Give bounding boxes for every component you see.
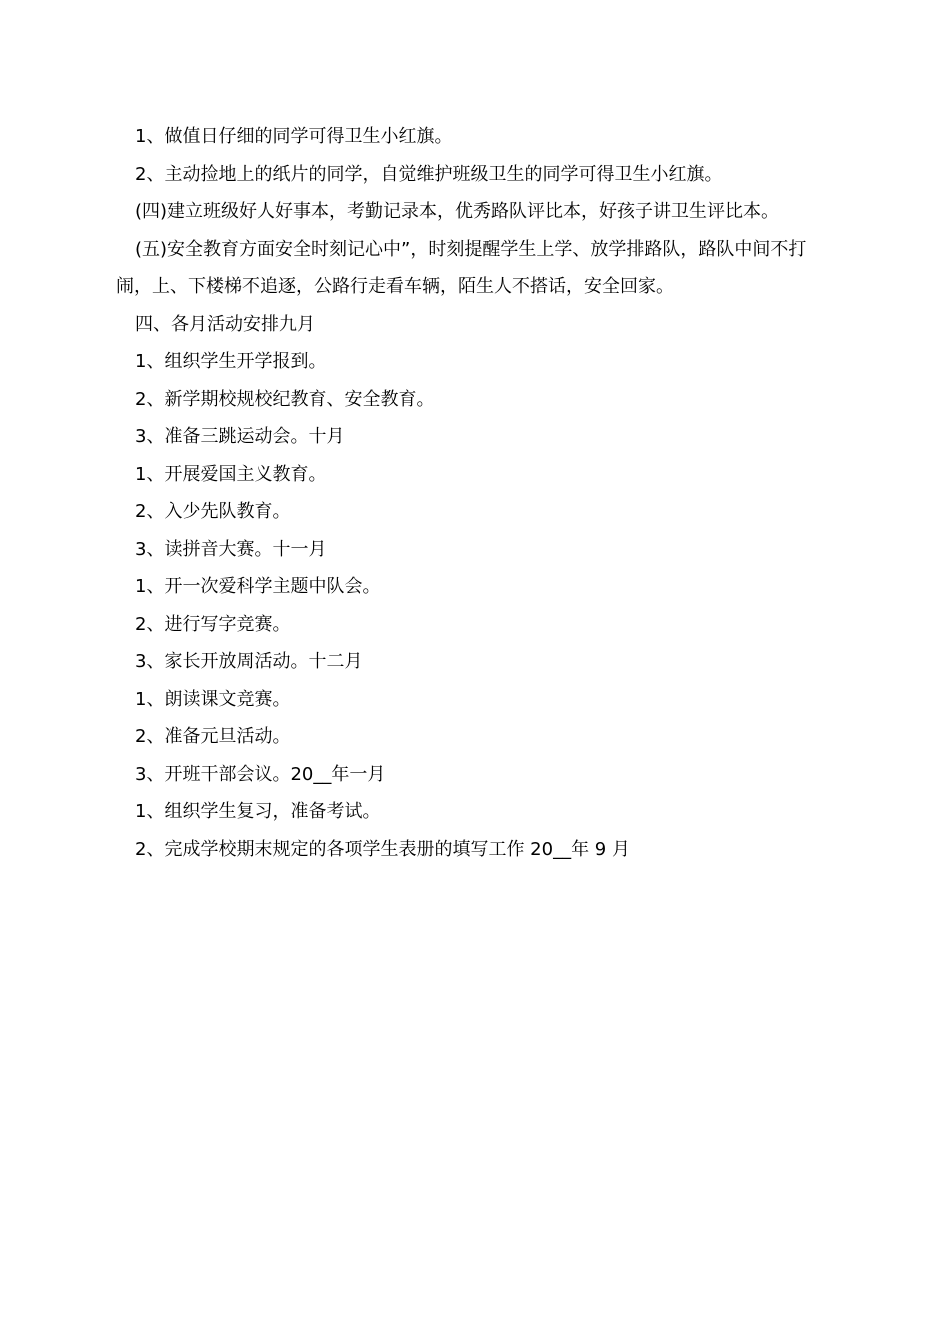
paragraph-13: 2、进行写字竞赛。 bbox=[135, 613, 291, 635]
paragraph-11: 3、读拼音大赛。十一月 bbox=[135, 538, 327, 560]
paragraph-15: 1、朗读课文竞赛。 bbox=[135, 688, 291, 710]
document-body bbox=[116, 118, 836, 868]
paragraph-1: 1、做值日仔细的同学可得卫生小红旗。 bbox=[135, 126, 453, 147]
paragraph-16: 2、准备元旦活动。 bbox=[135, 726, 291, 747]
paragraph-8: 3、准备三跳运动会。十月 bbox=[135, 426, 345, 447]
paragraph-9: 1、开展爱国主义教育。 bbox=[135, 463, 327, 485]
paragraph-7: 2、新学期校规校纪教育、安全教育。 bbox=[135, 388, 435, 410]
paragraph-2: 2、主动捡地上的纸片的同学，自觉维护班级卫生的同学可得卫生小红旗。 bbox=[135, 163, 723, 185]
paragraph-10: 2、入少先队教育。 bbox=[135, 501, 291, 522]
paragraph-18: 1、组织学生复习，准备考试。 bbox=[135, 801, 381, 822]
paragraph-6: 1、组织学生开学报到。 bbox=[135, 351, 327, 372]
paragraph-19: 2、完成学校期末规定的各项学生表册的填写工作 20__年 9 月 bbox=[135, 838, 630, 860]
paragraph-12: 1、开一次爱科学主题中队会。 bbox=[135, 576, 381, 597]
paragraph-4: (五)安全教育方面安全时刻记心中”，时刻提醒学生上学、放学排路队，路队中间不打闹，上、下楼梯不追逐，公路行走看车辆，陌生人不搭话，安全回家。 bbox=[116, 238, 807, 297]
paragraph-3: (四)建立班级好人好事本，考勤记录本，优秀路队评比本，好孩子讲卫生评比本。 bbox=[135, 201, 780, 222]
paragraph-17: 3、开班干部会议。20__年一月 bbox=[135, 763, 386, 785]
paragraph-14: 3、家长开放周活动。十二月 bbox=[135, 651, 363, 672]
section-heading-monthly-plan: 四、各月活动安排九月 bbox=[135, 313, 315, 335]
